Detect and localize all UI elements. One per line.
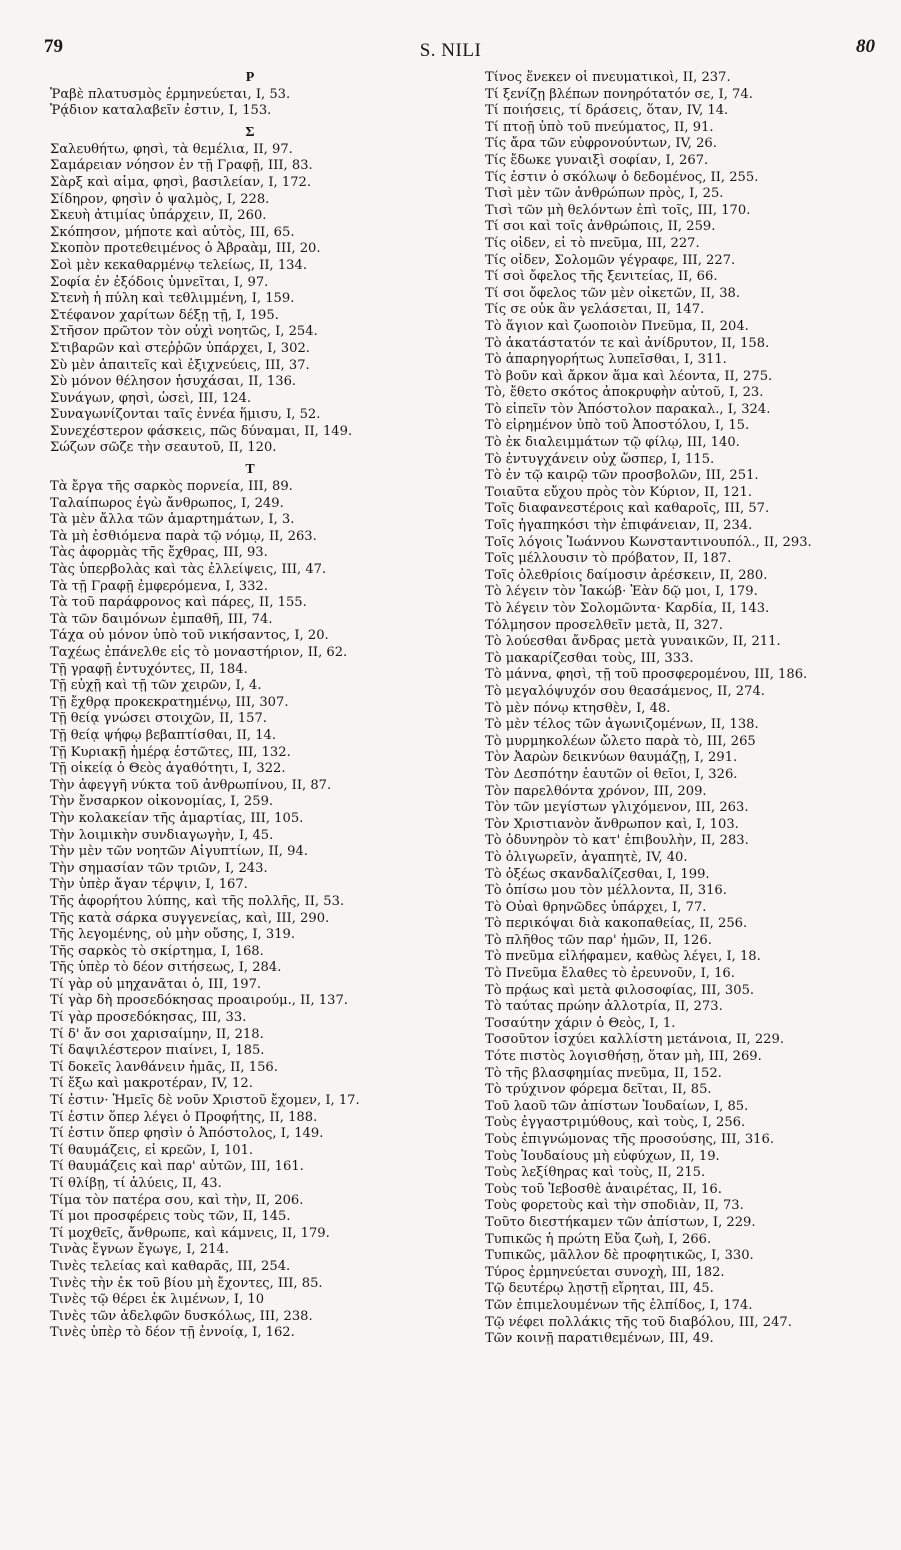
index-entry: Τί γὰρ δὴ προσεδόκησας προαιρούμ., II, 137.	[50, 993, 348, 1009]
index-entry: Στῆσον πρῶτον τὸν οὐχὶ νοητῶς, I, 254.	[50, 324, 318, 340]
index-entry: Τοῖς ὀλεθρίοις δαίμοσιν ἀρέσκειν, II, 280.	[485, 567, 768, 583]
index-entry: Τί μοχθεῖς, ἄνθρωπε, καὶ κάμνεις, II, 179.	[50, 1225, 330, 1241]
index-entry: Τὸν Ἀαρὼν δεικνύων θαυμάζῃ, I, 291.	[485, 750, 738, 766]
index-entry: Τινὲς τὴν ἐκ τοῦ βίου μὴ ἔχοντες, III, 85.	[50, 1275, 323, 1291]
index-entry: Τίς ἔδωκε γυναιξὶ σοφίαν, I, 267.	[485, 152, 709, 168]
index-column-left	[50, 70, 450, 1342]
index-entry: Τὸ περικόψαι διὰ κακοπαθείας, II, 256.	[485, 916, 748, 932]
index-entry: Τὸ μὲν πόνῳ κτησθὲν, I, 48.	[485, 700, 671, 716]
index-entry: Τὸ ἀπαρηγορήτως λυπεῖσθαι, I, 311.	[485, 352, 727, 368]
index-entry: Τί γὰρ προσεδόκησας, III, 33.	[50, 1010, 247, 1026]
index-entry: Τὸ πρᾴως καὶ μετὰ φιλοσοφίας, III, 305.	[485, 982, 755, 998]
index-entry: Τοῖς μέλλουσιν τὸ πρόβατον, II, 187.	[485, 551, 732, 567]
index-entry: Τί ἐστιν ὅπερ λέγει ὁ Προφήτης, II, 188.	[50, 1109, 318, 1125]
index-entry: Τὸ ὀλιγωρεῖν, ἀγαπητὲ, IV, 40.	[485, 849, 688, 865]
index-entry: Τί γὰρ οὐ μηχανᾶται ὁ, III, 197.	[50, 976, 262, 992]
index-entry: Τὸ πλῆθος τῶν παρ' ἡμῶν, II, 126.	[485, 932, 712, 948]
index-entry: Σὺ μὲν ἀπαιτεῖς καὶ ἐξιχνεύεις, III, 37.	[50, 357, 310, 373]
index-entry: Τὸ μεγαλόψυχόν σου θεασάμενος, II, 274.	[485, 683, 765, 699]
index-entry: Τοὺς Ἰουδαίους μὴ εὐφύχων, II, 19.	[485, 1148, 720, 1164]
index-entry: Τὴν μὲν τῶν νοητῶν Αἰγυπτίων, II, 94.	[50, 844, 308, 860]
section-letter: Τ	[245, 462, 255, 478]
index-entry: Τί ἐστιν ὅπερ φησὶν ὁ Ἀπόστολος, I, 149.	[50, 1126, 324, 1142]
index-entry: Τί θαυμάζεις καὶ παρ' αὐτῶν, III, 161.	[50, 1159, 304, 1175]
index-entry: Τί δαψιλέστερον πιαίνει, I, 185.	[50, 1043, 265, 1059]
index-entry: Σοφία ἐν ἐξόδοις ὑμνεῖται, I, 97.	[50, 274, 269, 290]
index-entry: Τί μοι προσφέρεις τοὺς τῶν, II, 145.	[50, 1209, 291, 1225]
index-entry: Τί ἔξω καὶ μακροτέραν, IV, 12.	[50, 1076, 253, 1092]
section-letter: Ρ	[245, 70, 255, 85]
index-entry: Τοῖς ἠγαπηκόσι τὴν ἐπιφάνειαν, II, 234.	[485, 518, 753, 534]
index-entry: Συνεχέστερον φάσκεις, πῶς δύναμαι, II, 149.	[50, 423, 353, 439]
index-entry: Τῇ ἔχθρᾳ προκεκρατημένῳ, III, 307.	[50, 694, 289, 710]
index-entry: Τῶν ἐπιμελουμένων τῆς ἐλπίδος, I, 174.	[485, 1297, 753, 1313]
index-entry: Τὸ Πνεῦμα ἔλαθες τὸ ἐρευνοῦν, I, 16.	[485, 966, 735, 982]
index-entry: Τὸ ἐκ διαλειμμάτων τῷ φίλῳ, III, 140.	[485, 435, 740, 451]
index-entry: Τινὰς ἔγνων ἔγωγε, I, 214.	[50, 1242, 229, 1258]
index-entry: Τὸ μὲν τέλος τῶν ἀγωνιζομένων, II, 138.	[485, 717, 759, 733]
index-entry: Τί σοι ὄφελος τῶν μὲν οἰκετῶν, II, 38.	[485, 285, 741, 301]
index-entry: Τῆς λεγομένης, οὐ μὴν οὔσης, I, 319.	[50, 927, 296, 943]
index-entry: Σαλευθήτω, φησὶ, τὰ θεμέλια, II, 97.	[50, 141, 293, 157]
index-entry: Τί ποιήσεις, τί δράσεις, ὅταν, IV, 14.	[485, 103, 729, 119]
index-entry: Τὸ Οὐαὶ θρηνῶδες ὑπάρχει, I, 77.	[485, 899, 707, 915]
index-entry: Τῇ γραφῇ ἐντυχόντες, II, 184.	[50, 661, 248, 677]
index-entry: Τινὲς τῷ θέρει ἐκ λιμένων, I, 10	[50, 1292, 265, 1308]
index-entry: Τί θλίβῃ, τί ἀλύεις, II, 43.	[50, 1176, 222, 1191]
index-entry: Τόλμησον προσελθεῖν μετὰ, II, 327.	[485, 617, 723, 633]
index-entry: Τοὺς ἐγγαστριμύθους, καὶ τοὺς, I, 256.	[485, 1115, 746, 1131]
index-entry: Τὸ ἐν τῷ καιρῷ τῶν προσβολῶν, III, 251.	[485, 468, 759, 484]
index-entry: Τὸ τρύχινον φόρεμα δεῖται, II, 85.	[485, 1082, 712, 1098]
index-entry: Τὰς ἀφορμὰς τῆς ἔχθρας, III, 93.	[50, 545, 268, 561]
index-entry: Τῷ νέφει πολλάκις τῆς τοῦ διαβόλου, III, 247.	[485, 1314, 792, 1330]
index-entry: Σοὶ μὲν κεκαθαρμένῳ τελείως, II, 134.	[50, 257, 308, 273]
index-entry: Τὸ ὀπίσω μου τὸν μέλλοντα, II, 316.	[485, 883, 727, 899]
index-entry: Τὴν ἔνσαρκον οἰκονομίας, I, 259.	[50, 794, 274, 810]
index-entry: Ταλαίπωρος ἐγὼ ἄνθρωπος, I, 249.	[50, 495, 284, 511]
index-entry: Τί σοι καὶ τοῖς ἀνθρώποις, II, 259.	[485, 219, 716, 235]
index-entry: Στενὴ ἡ πύλη καὶ τεθλιμμένη, I, 159.	[50, 291, 295, 307]
index-entry: Σκοπὸν προτεθειμένος ὁ Ἀβραὰμ, III, 20.	[50, 241, 321, 257]
index-entry: Τὸν τῶν μεγίστων γλιχόμενον, III, 263.	[485, 800, 749, 816]
index-entry: Τὸ εἰπεῖν τὸν Ἀπόστολον παρακαλ., I, 324.	[485, 401, 771, 417]
index-entry: Τὸ, ἔθετο σκότος ἀποκρυφὴν αὐτοῦ, I, 23.	[485, 385, 764, 401]
index-entry: Τὰ τοῦ παράφρονος καὶ πάρες, II, 155.	[50, 595, 307, 611]
index-entry: Τινὲς ὑπὲρ τὸ δέον τῇ ἐννοίᾳ, I, 162.	[50, 1325, 295, 1341]
page-header	[0, 36, 901, 66]
index-entry: Τάχα οὐ μόνον ὑπὸ τοῦ νικήσαντος, I, 20.	[50, 628, 329, 644]
index-entry: Τὸ λούεσθαι ἄνδρας μετὰ γυναικῶν, II, 211.	[485, 634, 781, 650]
index-entry: Σώζων σῶζε τὴν σεαυτοῦ, II, 120.	[50, 440, 277, 456]
index-entry: Τότε πιστὸς λογισθήσῃ, ὅταν μὴ, III, 269.	[485, 1049, 762, 1065]
index-entry: Τὸ μυρμηκολέων ὤλετο παρὰ τὸ, III, 265	[485, 733, 756, 749]
page-number-left: 79	[44, 36, 63, 57]
index-entry: Τοὺς ἐπιγνώμονας τῆς προσούσης, III, 316.	[485, 1132, 774, 1147]
index-entry: Τυπικῶς ἡ πρώτη Εὔα ζωὴ, I, 266.	[485, 1231, 712, 1247]
running-title: S. NILI	[419, 40, 482, 61]
index-entry: Συναγωνίζονται ταῖς ἐννέα ἥμισυ, I, 52.	[50, 407, 321, 423]
index-entry: Ῥαβὲ πλατυσμὸς ἑρμηνεύεται, I, 53.	[50, 86, 291, 102]
index-entry: Τύρος ἑρμηνεύεται συνοχὴ, III, 182.	[485, 1264, 725, 1280]
index-entry: Τὴν λοιμικὴν συνδιαγωγὴν, I, 45.	[50, 827, 274, 843]
index-entry: Τῶν κοινῇ παρατιθεμένων, III, 49.	[485, 1331, 714, 1347]
index-entry: Τυπικῶς, μᾶλλον δὲ προφητικῶς, I, 330.	[485, 1248, 754, 1264]
index-entry: Τὸ ἐντυγχάνειν οὐχ ὥσπερ, I, 115.	[485, 451, 715, 467]
index-entry: Τῆς κατὰ σάρκα συγγενείας, καὶ, III, 290.	[50, 910, 330, 926]
index-entry: Τὸν Δεσπότην ἑαυτῶν οἱ θεῖοι, I, 326.	[485, 766, 738, 782]
index-entry: Τίς ἐστιν ὁ σκόλωψ ὁ δεδομένος, II, 255.	[485, 169, 759, 185]
index-entry: Ῥᾴδιον καταλαβεῖν ἐστιν, I, 153.	[50, 103, 272, 119]
index-entry: Τῇ θείᾳ γνώσει στοιχῶν, II, 157.	[50, 711, 267, 727]
index-entry: Τί σοὶ ὄφελος τῆς ξενιτείας, II, 66.	[485, 269, 718, 285]
index-entry: Τὸ ὀξέως σκανδαλίζεσθαι, I, 199.	[485, 866, 710, 882]
index-entry: Τί δ' ἄν σοι χαρισαίμην, II, 218.	[50, 1026, 264, 1042]
index-entry: Σὰρξ καὶ αἷμα, φησὶ, βασιλείαν, I, 172.	[50, 174, 312, 190]
index-entry: Τισὶ τῶν μὴ θελόντων ἐπὶ τοῖς, III, 170.	[485, 202, 751, 218]
index-entry: Τὸ πνεῦμα εἰλήφαμεν, καθὼς λέγει, I, 18.	[485, 949, 761, 965]
index-entry: Τινὲς τελείας καὶ καθαρᾶς, III, 254.	[50, 1258, 291, 1274]
index-entry: Τὸν παρελθόντα χρόνον, III, 209.	[485, 783, 707, 799]
index-entry: Τίς σε οὐκ ἂν γελάσεται, II, 147.	[485, 302, 705, 318]
index-entry: Τῇ οἰκείᾳ ὁ Θεὸς ἀγαθότητι, I, 322.	[50, 761, 286, 777]
index-entry: Τὰ ἔργα τῆς σαρκὸς πορνεία, III, 89.	[50, 479, 293, 495]
index-entry: Τὰ τῇ Γραφῇ ἐμφερόμενα, I, 332.	[50, 578, 268, 594]
index-entry: Τοὺς φορετοὺς καὶ τὴν σποδιὰν, II, 73.	[485, 1198, 744, 1214]
index-entry: Τὸν Χριστιανὸν ἄνθρωπον καὶ, I, 103.	[485, 816, 739, 832]
index-entry: Τοιαῦτα εὔχου πρὸς τὸν Κύριον, II, 121.	[485, 484, 752, 500]
index-entry: Τοὺς λεξίθηρας καὶ τοὺς, II, 215.	[485, 1165, 706, 1181]
index-entry: Τὴν σημασίαν τῶν τριῶν, I, 243.	[50, 860, 268, 876]
index-entry: Τισὶ μὲν τῶν ἀνθρώπων πρὸς, I, 25.	[485, 186, 724, 202]
index-entry: Τοῦ λαοῦ τῶν ἀπίστων Ἰουδαίων, I, 85.	[485, 1098, 749, 1114]
index-entry: Τοῦτο διεστήκαμεν τῶν ἀπίστων, I, 229.	[485, 1214, 756, 1230]
index-entry: Τὰ μὴ ἐσθιόμενα παρὰ τῷ νόμῳ, II, 263.	[50, 528, 317, 544]
index-entry: Τὸ μακαρίζεσθαι τοὺς, III, 333.	[485, 650, 694, 666]
index-entry: Σὺ μόνον θέλησον ἡσυχάσαι, II, 136.	[50, 374, 297, 390]
index-entry: Τὸ τῆς βλασφημίας πνεῦμα, II, 152.	[485, 1065, 722, 1081]
index-entry: Τίνος ἕνεκεν οἱ πνευματικοὶ, II, 237.	[485, 70, 731, 85]
index-entry: Ταχέως ἐπάνελθε εἰς τὸ μοναστήριον, II, 62.	[50, 645, 348, 660]
index-entry: Τοῖς διαφανεστέροις καὶ καθαροῖς, III, 57.	[485, 501, 770, 517]
index-entry: Τὸ μάννα, φησὶ, τῇ τοῦ προσφερομένου, III, 186.	[485, 667, 808, 683]
index-entry: Τί δοκεῖς λανθάνειν ἡμᾶς, II, 156.	[50, 1059, 278, 1075]
index-entry: Τῆς ὑπὲρ τὸ δέον σιτήσεως, I, 284.	[50, 960, 282, 976]
index-entry: Σαμάρειαν νόησον ἐν τῇ Γραφῇ, III, 83.	[50, 158, 313, 174]
index-entry: Τὸ λέγειν τὸν Σολομῶντα· Καρδία, II, 143.	[485, 601, 770, 616]
index-entry: Στέφανον χαρίτων δέξῃ τῇ, I, 195.	[50, 307, 279, 323]
index-entry: Τὸ βοῦν καὶ ἄρκον ἅμα καὶ λέοντα, II, 275.	[485, 368, 773, 384]
index-entry: Τοῖς λόγοις Ἰωάννου Κωνσταντινουπόλ., II, 293.	[485, 534, 812, 550]
index-entry: Τί θαυμάζεις, εἰ κρεῶν, I, 101.	[50, 1142, 254, 1158]
index-entry: Τί ξενίζῃ βλέπων πονηρότατόν σε, I, 74.	[485, 86, 753, 102]
index-entry: Τὸ ἅγιον καὶ ζωοποιὸν Πνεῦμα, II, 204.	[485, 318, 749, 334]
index-entry: Τὸ λέγειν τὸν Ἰακώβ· Ἐὰν δῷ μοι, I, 179.	[485, 584, 758, 600]
index-entry: Τῷ δευτέρῳ λῃστῇ εἴρηται, III, 45.	[485, 1281, 714, 1297]
index-entry: Τί πτοῇ ὑπὸ τοῦ πνεύματος, II, 91.	[485, 119, 714, 135]
index-entry: Τὰ μὲν ἄλλα τῶν ἁμαρτημάτων, I, 3.	[50, 512, 295, 528]
index-entry: Συνάγων, φησὶ, ὡσεὶ, III, 124.	[50, 390, 252, 406]
index-entry: Τῇ εὐχῇ καὶ τῇ τῶν χειρῶν, I, 4.	[50, 678, 262, 694]
index-entry: Τὸ ταύτας πρώην ἀλλοτρία, II, 273.	[485, 999, 723, 1015]
index-entry: Τὴν κολακείαν τῆς ἁμαρτίας, III, 105.	[50, 810, 304, 826]
index-entry: Τῆς ἀφορήτου λύπης, καὶ τῆς πολλῆς, II, 53.	[50, 893, 345, 909]
page-number-right: 80	[856, 36, 875, 57]
index-entry: Σκευὴ ἀτιμίας ὑπάρχειν, II, 260.	[50, 208, 267, 224]
index-entry: Τῇ Κυριακῇ ἡμέρᾳ ἑστῶτες, III, 132.	[50, 744, 291, 760]
index-entry: Τὸ ὀδυνηρὸν τὸ κατ' ἐπιβουλὴν, II, 283.	[485, 833, 749, 849]
index-entry: Τὴν ὑπὲρ ἄγαν τέρψιν, I, 167.	[50, 877, 248, 893]
index-column-right	[477, 70, 897, 1348]
index-entry: Τῇ θείᾳ ψήφῳ βεβαπτίσθαι, II, 14.	[50, 727, 277, 743]
index-entry: Τινὲς τῶν ἀδελφῶν δυσκόλως, III, 238.	[50, 1308, 313, 1324]
index-entry: Τίμα τὸν πατέρα σου, καὶ τὴν, II, 206.	[50, 1192, 304, 1208]
index-entry: Σίδηρον, φησὶν ὁ ψαλμὸς, I, 228.	[50, 191, 270, 207]
index-entry: Τοσοῦτον ἰσχύει καλλίστη μετάνοια, II, 229.	[485, 1032, 784, 1048]
index-entry: Τὰ τῶν δαιμόνων ἐμπαθῆ, III, 74.	[50, 611, 273, 627]
index-entry: Τί ἐστιν· Ἡμεῖς δὲ νοῦν Χριστοῦ ἔχομεν, I, 17.	[50, 1093, 360, 1109]
index-entry: Τὸ ἀκατάστατόν τε καὶ ἀνίδρυτον, II, 158.	[485, 335, 770, 351]
section-letter: Σ	[245, 124, 255, 140]
index-entry: Τοσαύτην χάριν ὁ Θεὸς, I, 1.	[485, 1015, 676, 1031]
index-entry: Τίς ἄρα τῶν εὐφρονούντων, IV, 26.	[485, 136, 717, 152]
index-entry: Τὰς ὑπερβολὰς καὶ τὰς ἐλλείψεις, III, 47.	[50, 562, 327, 578]
index-entry: Τὴν ἀφεγγῆ νύκτα τοῦ ἀνθρωπίνου, II, 87.	[50, 777, 332, 793]
index-entry: Σκόπησον, μήποτε καὶ αὐτὸς, III, 65.	[50, 224, 295, 240]
index-entry: Τὸ εἰρημένον ὑπὸ τοῦ Ἀποστόλου, I, 15.	[485, 418, 750, 434]
index-entry: Τῆς σαρκὸς τὸ σκίρτημα, I, 168.	[50, 943, 264, 959]
index-entry: Τίς οἶδεν, εἰ τὸ πνεῦμα, III, 227.	[485, 235, 700, 251]
index-entry: Τίς οἶδεν, Σολομῶν γέγραφε, III, 227.	[485, 252, 736, 268]
index-entry: Στιβαρῶν καὶ στεῤῥῶν ὑπάρχει, I, 302.	[50, 340, 310, 356]
index-entry: Τοὺς τοῦ Ἰεβοσθὲ ἀναιρέτας, II, 16.	[485, 1181, 722, 1197]
